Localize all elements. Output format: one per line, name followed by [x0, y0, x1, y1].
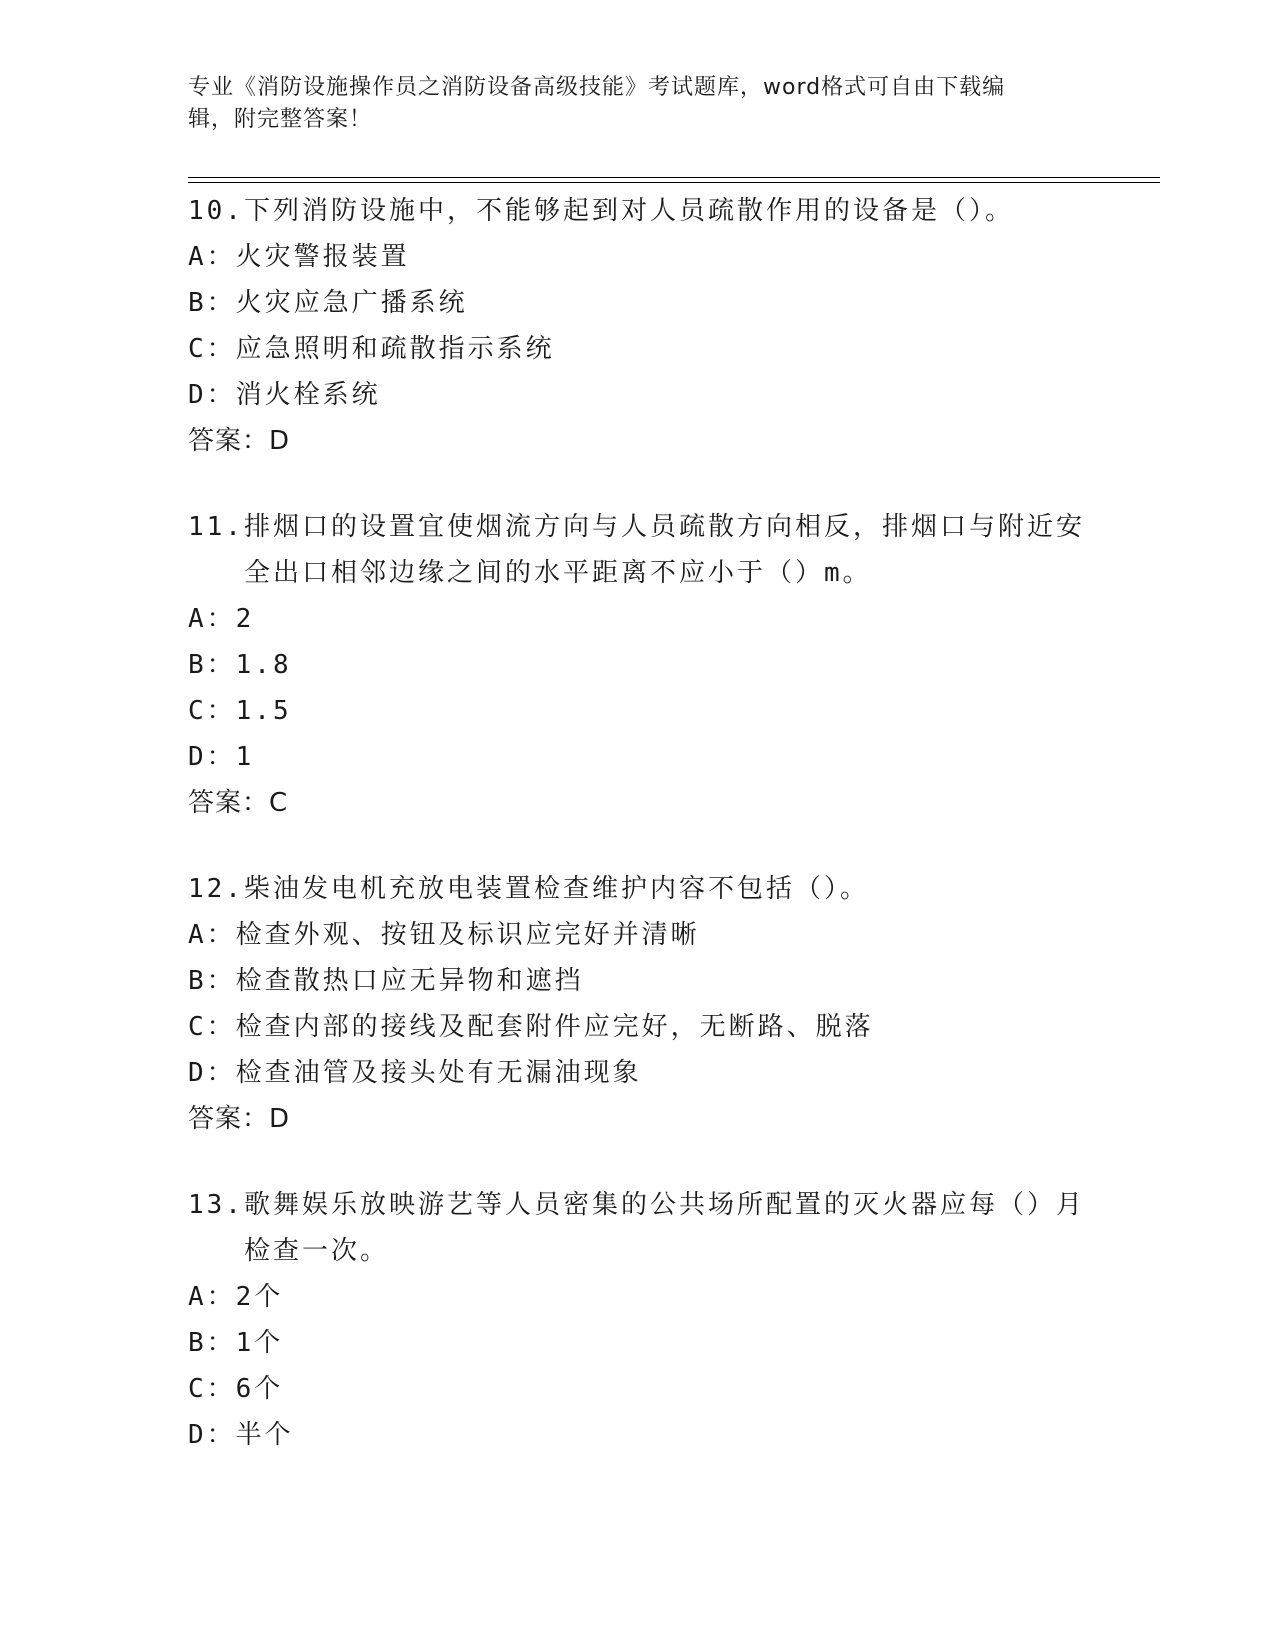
header-divider-bottom	[188, 182, 1160, 183]
option-d: D：检查油管及接头处有无漏油现象	[188, 1058, 642, 1088]
question-13	[188, 1182, 1088, 1458]
option-a: A：2	[188, 604, 255, 634]
question-number: 11.	[188, 512, 244, 542]
option-b: B：1.8	[188, 650, 292, 680]
question-stem	[188, 866, 1088, 912]
answer: 答案：D	[188, 426, 291, 456]
answer: 答案：D	[188, 1104, 291, 1134]
question-stem	[188, 188, 1088, 234]
question-text: 下列消防设施中，不能够起到对人员疏散作用的设备是（）。	[243, 196, 1014, 226]
option-d: D：半个	[188, 1420, 294, 1450]
question-number: 12.	[188, 874, 244, 904]
option-b: B：火灾应急广播系统	[188, 288, 468, 318]
question-number: 10.	[188, 196, 244, 226]
option-a: A：2个	[188, 1282, 284, 1312]
question-list	[188, 188, 1088, 1498]
header-line-1: 专业《消防设施操作员之消防设备高级技能》考试题库，word格式可自由下载编	[188, 75, 1006, 100]
header-line-2: 辑，附完整答案！	[188, 107, 373, 132]
header-divider-top	[188, 177, 1160, 178]
answer: 答案：C	[188, 788, 289, 818]
option-c: C：检查内部的接线及配套附件应完好，无断路、脱落	[188, 1012, 874, 1042]
question-stem	[188, 1182, 1088, 1274]
question-10	[188, 188, 1088, 464]
question-text: 排烟口的设置宜使烟流方向与人员疏散方向相反，排烟口与附近安全出口相邻边缘之间的水平距离不应小于（）m。	[243, 512, 1085, 588]
question-12	[188, 866, 1088, 1142]
option-c: C：6个	[188, 1374, 284, 1404]
option-a: A：检查外观、按钮及标识应完好并清晰	[188, 920, 700, 950]
option-c: C：1.5	[188, 696, 292, 726]
question-stem	[188, 504, 1088, 596]
option-a: A：火灾警报装置	[188, 242, 410, 272]
option-d: D：消火栓系统	[188, 380, 381, 410]
option-b: B：检查散热口应无异物和遮挡	[188, 966, 584, 996]
option-b: B：1个	[188, 1328, 284, 1358]
question-11	[188, 504, 1088, 826]
option-d: D：1	[188, 742, 255, 772]
question-number: 13.	[188, 1190, 244, 1220]
question-text: 歌舞娱乐放映游艺等人员密集的公共场所配置的灭火器应每（）月检查一次。	[243, 1190, 1085, 1266]
option-c: C：应急照明和疏散指示系统	[188, 334, 555, 364]
document-header	[188, 72, 1068, 136]
question-text: 柴油发电机充放电装置检查维护内容不包括（）。	[243, 874, 869, 904]
